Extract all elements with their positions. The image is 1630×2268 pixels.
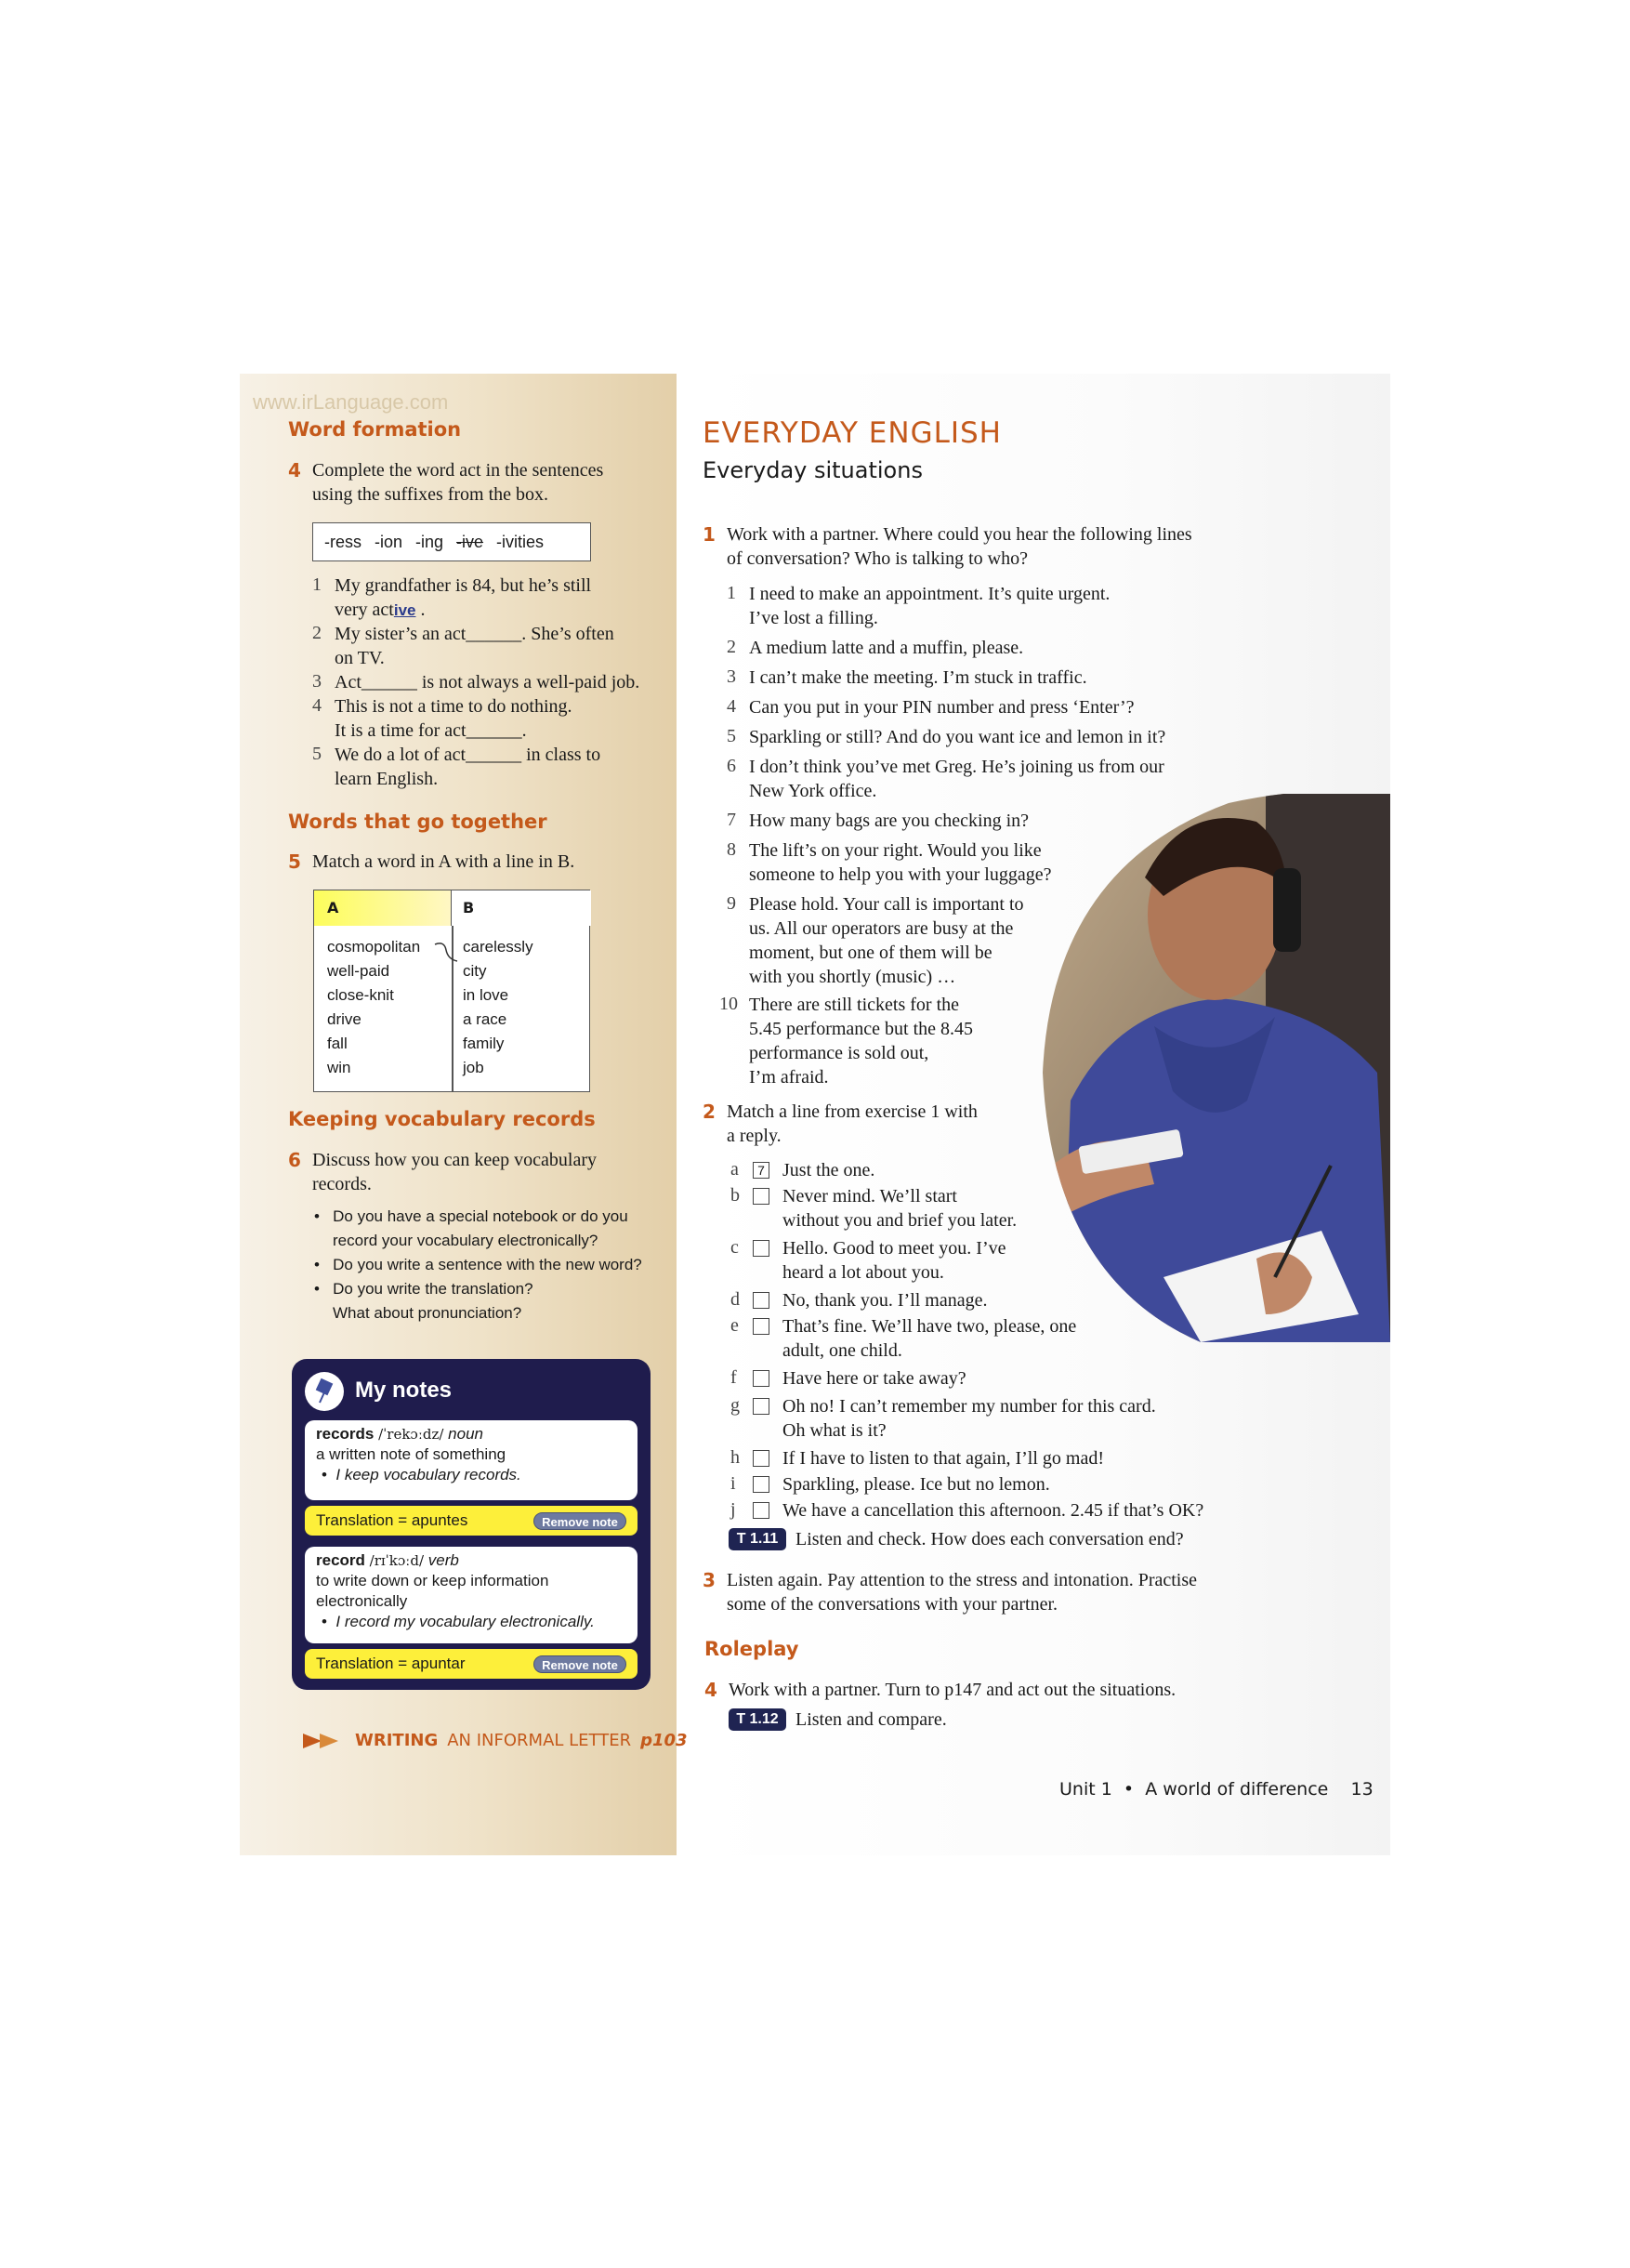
conversation-line: How many bags are you checking in?	[749, 811, 1030, 831]
list-item: cosmopolitan	[327, 938, 421, 956]
column-a-header: A	[327, 899, 339, 916]
audio-track-badge[interactable]: T 1.11	[729, 1528, 786, 1550]
translation-text: Translation = apuntes	[316, 1511, 468, 1529]
suffix: -ion	[375, 532, 403, 551]
conversation-line: Please hold. Your call is important to us. All our operators are busy at the moment, but one of them will be with you shortly (music) …	[749, 894, 1024, 987]
exercise-4-number: 4	[288, 459, 301, 481]
conversation-line: There are still tickets for the 5.45 performance but the 8.45 performance is sold out, I’m afraid.	[749, 995, 974, 1088]
matching-table	[313, 890, 590, 1092]
list-item: win	[327, 1059, 351, 1076]
exercise-4-instruction: Complete the word act in the sentences using the suffixes from the box.	[312, 460, 604, 505]
list-item: in love	[463, 986, 509, 1004]
item-number: 5	[727, 726, 736, 746]
item-number: 6	[727, 756, 736, 776]
bullet-item: • Do you write the translation?	[314, 1280, 533, 1298]
reply-line: Have here or take away?	[782, 1368, 966, 1389]
reply-letter: h	[730, 1447, 740, 1468]
my-notes-title: My notes	[355, 1378, 453, 1403]
section-title: EVERYDAY ENGLISH	[703, 416, 1002, 450]
receptionist-photo	[1043, 794, 1390, 1342]
translation-bar	[305, 1506, 638, 1536]
list-item: fall	[327, 1035, 348, 1052]
reply-letter: a	[730, 1159, 739, 1180]
reply-letter: d	[730, 1289, 740, 1310]
note-card: records /ˈrekɔːdz/ noun a written note of something • I keep vocabulary records.	[305, 1420, 638, 1500]
translation-text: Translation = apuntar	[316, 1655, 466, 1672]
conversation-line: The lift’s on your right. Would you like someone to help you with your luggage?	[749, 840, 1052, 885]
reply-line: Hello. Good to meet you. I’ve heard a lot about you.	[782, 1238, 1006, 1283]
exercise-3-instruction: Listen again. Pay attention to the stress and intonation. Practise some of the conversations with your partner.	[727, 1570, 1198, 1615]
table-header	[314, 890, 589, 926]
reply-letter: c	[730, 1237, 739, 1258]
reply-letter: j	[730, 1499, 736, 1520]
note-definition: electronically	[316, 1592, 408, 1610]
vocabulary-records-heading: Keeping vocabulary records	[288, 1108, 596, 1130]
list-item: a race	[463, 1010, 507, 1028]
conversation-line: I don’t think you’ve met Greg. He’s joining us from our New York office.	[749, 757, 1164, 801]
reply-letter: b	[730, 1185, 740, 1206]
item-number: 1	[727, 583, 736, 603]
list-item: carelessly	[463, 938, 533, 956]
reply-line: Oh no! I can’t remember my number for this card. Oh what is it?	[782, 1396, 1156, 1441]
item-number: 5	[312, 744, 322, 764]
answer-checkbox[interactable]	[753, 1292, 769, 1309]
word-formation-item: My grandfather is 84, but he’s still very active .	[335, 575, 592, 620]
answer-checkbox[interactable]	[753, 1188, 769, 1205]
list-item: family	[463, 1035, 505, 1052]
exercise-2-number: 2	[703, 1101, 716, 1123]
match-line-icon	[433, 939, 461, 967]
note-example: • I record my vocabulary electronically.	[322, 1613, 595, 1630]
item-number: 4	[727, 696, 736, 717]
page-number: 13	[1350, 1779, 1374, 1800]
page-footer: Unit 1 • A world of difference 13	[1059, 1779, 1374, 1800]
word-formation-heading: Word formation	[288, 418, 462, 441]
suffix: -ivities	[496, 532, 545, 551]
answer-checkbox[interactable]: 7	[753, 1162, 769, 1179]
list-item: job	[463, 1059, 484, 1076]
item-number: 7	[727, 810, 736, 830]
exercise-6-number: 6	[288, 1149, 301, 1171]
remove-note-button[interactable]: Remove note	[533, 1655, 626, 1673]
suffix-box	[312, 522, 591, 561]
item-number: 1	[312, 574, 322, 595]
audio-track-badge[interactable]: T 1.12	[729, 1708, 786, 1731]
list-item: city	[463, 962, 487, 980]
suffix-used: -ive	[456, 532, 484, 551]
answer-checkbox[interactable]	[753, 1318, 769, 1335]
pin-icon	[305, 1372, 344, 1411]
exercise-5-number: 5	[288, 850, 301, 873]
exercise-1-number: 1	[703, 523, 716, 546]
reply-line: Never mind. We’ll start without you and brief you later.	[782, 1186, 1018, 1231]
unit-title: A world of difference	[1145, 1779, 1329, 1800]
my-notes-panel	[292, 1359, 651, 1690]
reply-letter: f	[730, 1367, 737, 1388]
exercise-1-instruction: Work with a partner. Where could you hear the following lines of conversation? Who is talking to who?	[727, 524, 1192, 569]
answer-checkbox[interactable]	[753, 1450, 769, 1467]
answer-checkbox[interactable]	[753, 1370, 769, 1387]
column-b-list	[463, 935, 533, 1080]
conversation-line: I need to make an appointment. It’s quite urgent. I’ve lost a filling.	[749, 584, 1111, 628]
example-answer: ive	[393, 601, 416, 619]
item-number: 4	[312, 695, 322, 716]
column-b-header: B	[463, 899, 475, 916]
item-number: 2	[727, 637, 736, 657]
note-definition: to write down or keep information	[316, 1572, 549, 1589]
reply-line: Just the one.	[782, 1160, 875, 1180]
word-formation-item: We do a lot of act______ in class to learn English.	[335, 745, 601, 789]
audio-instruction: Listen and check. How does each conversation end?	[795, 1529, 1184, 1549]
audio-instruction: Listen and compare.	[795, 1709, 947, 1730]
list-item: close-knit	[327, 986, 394, 1004]
list-item: drive	[327, 1010, 361, 1028]
reply-line: No, thank you. I’ll manage.	[782, 1290, 988, 1311]
item-number: 3	[312, 671, 322, 692]
item-number: 8	[727, 839, 736, 860]
reply-line: Sparkling, please. Ice but no lemon.	[782, 1474, 1050, 1495]
item-number: 3	[727, 666, 736, 687]
item-number: 9	[727, 893, 736, 914]
answer-checkbox[interactable]	[753, 1502, 769, 1519]
answer-checkbox[interactable]	[753, 1240, 769, 1257]
reply-line: If I have to listen to that again, I’ll go mad!	[782, 1448, 1105, 1469]
answer-checkbox[interactable]	[753, 1398, 769, 1415]
note-definition: a written note of something	[316, 1445, 506, 1463]
remove-note-button[interactable]: Remove note	[533, 1512, 626, 1530]
reply-letter: i	[730, 1473, 736, 1494]
bullet-item: • Do you have a special notebook or do you	[314, 1207, 628, 1225]
exercise-3-number: 3	[703, 1569, 716, 1591]
exercise-4-roleplay-number: 4	[704, 1679, 717, 1701]
answer-checkbox[interactable]	[753, 1476, 769, 1493]
column-a-list	[327, 935, 420, 1080]
suffix: -ress	[324, 532, 361, 551]
conversation-line: Sparkling or still? And do you want ice and lemon in it?	[749, 727, 1166, 747]
writing-cross-reference[interactable]: WRITING AN INFORMAL LETTER p103	[303, 1731, 688, 1750]
translation-bar	[305, 1649, 638, 1679]
word-formation-item: My sister’s an act______. She’s often on TV.	[335, 624, 614, 668]
note-card: record /rɪˈkɔːd/ verb to write down or keep information electronically • I record my vocabulary electronically.	[305, 1547, 638, 1643]
discussion-bullets: • Do you have a special notebook or do you record your vocabulary electronically? • Do you write a sentence with the new word? • Do you write the translation? What about pronunciation?	[314, 1205, 642, 1325]
roleplay-heading: Roleplay	[704, 1638, 799, 1660]
reply-letter: e	[730, 1315, 739, 1336]
conversation-line: I can’t make the meeting. I’m stuck in traffic.	[749, 667, 1087, 688]
exercise-2-instruction: Match a line from exercise 1 with a reply.	[727, 1101, 978, 1146]
conversation-line: Can you put in your PIN number and press ‘Enter’?	[749, 697, 1135, 718]
reply-line: We have a cancellation this afternoon. 2.45 if that’s OK?	[782, 1500, 1204, 1521]
word-formation-item: This is not a time to do nothing. It is a time for act______.	[335, 696, 572, 741]
note-example: • I keep vocabulary records.	[322, 1466, 521, 1483]
exercise-6-instruction: Discuss how you can keep vocabulary records.	[312, 1150, 598, 1194]
words-go-together-heading: Words that go together	[288, 811, 547, 833]
suffix: -ing	[415, 532, 444, 551]
item-number: 2	[312, 623, 322, 643]
watermark: www.irLanguage.com	[253, 390, 449, 414]
list-item: well-paid	[327, 962, 390, 980]
conversation-line: A medium latte and a muffin, please.	[749, 638, 1024, 658]
word-formation-item: Act______ is not always a well-paid job.	[335, 672, 640, 692]
reply-line: That’s fine. We’ll have two, please, one adult, one child.	[782, 1316, 1077, 1361]
reply-letter: g	[730, 1395, 740, 1416]
unit-label: Unit 1	[1059, 1779, 1112, 1800]
item-number: 10	[719, 994, 738, 1014]
exercise-5-instruction: Match a word in A with a line in B.	[312, 851, 575, 872]
double-arrow-icon	[303, 1732, 346, 1750]
roleplay-instruction: Work with a partner. Turn to p147 and act out the situations.	[729, 1680, 1176, 1700]
bullet-item: • Do you write a sentence with the new word?	[314, 1256, 642, 1273]
section-subtitle: Everyday situations	[703, 457, 923, 483]
